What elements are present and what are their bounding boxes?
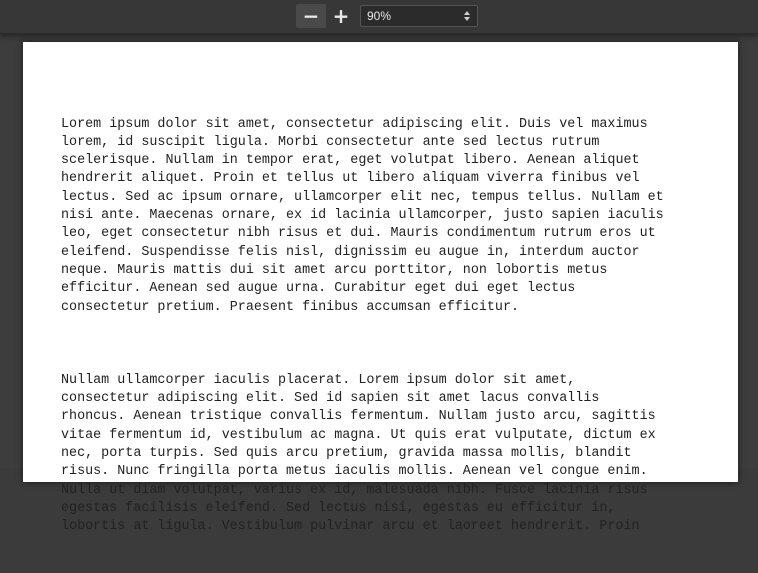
plus-icon: + — [332, 4, 350, 28]
zoom-level-value: 90% — [367, 9, 392, 23]
paragraph: Lorem ipsum dolor sit amet, consectetur adipiscing elit. Duis vel maximus lorem, id suscipit ligula. Morbi consectetur ante sed lectus rutrum scelerisque. Nullam in tempor erat, eget volutpat libero. Aenean aliquet hendrerit aliquet. Proin et tellus ut libero aliquam viverra finibus vel lectus. Sed ac ipsum ornare, ullamcorper elit nec, tempus tellus. Nullam et nisi ante. Maecenas ornare, ex id lacinia ullamcorper, justo sapien iaculis leo, eget consectetur nibh risus et dui. Mauris condimentum rutrum eros ut eleifend. Suspendisse felis nisl, dignissim eu augue in, interdum auctor neque. Mauris mattis dui sit amet arcu porttitor, non lobortis metus efficitur. Aenean sed augue urna. Curabitur eget dui eget lectus consectetur pretium. Praesent finibus accumsan efficitur. — [61, 116, 664, 315]
paragraph: Nullam ullamcorper iaculis placerat. Lorem ipsum dolor sit amet, consectetur adipiscing elit. Sed id sapien sit amet lacus convallis rhoncus. Aenean tristique convallis fermentum. Nullam justo arcu, sagittis vitae fermentum id, vestibulum ac magna. Ut quis erat vulputate, dictum ex nec, porta turpis. Sed quis arcu pretium, gravida massa mollis, blandit risus. Nunc fringilla porta metus iaculis mollis. Aenean vel congue enim. Nulla ut diam volutpat, varius ex id, malesuada nibh. Fusce lacinia risus egestas facilisis eleifend. Sed lectus nisi, egestas eu efficitur in, lobortis at ligula. Vestibulum pulvinar arcu et laoreet hendrerit. Proin — [61, 372, 656, 535]
zoom-level-select[interactable] — [360, 5, 478, 27]
zoom-controls — [296, 4, 478, 28]
zoom-in-button[interactable] — [326, 4, 356, 28]
viewer-toolbar — [0, 0, 758, 34]
document-viewport[interactable] — [0, 34, 758, 535]
up-down-arrows-icon — [464, 10, 470, 22]
document-text — [61, 79, 721, 573]
document-page — [23, 42, 738, 535]
zoom-out-button[interactable] — [296, 4, 326, 28]
minus-icon: − — [302, 4, 320, 28]
